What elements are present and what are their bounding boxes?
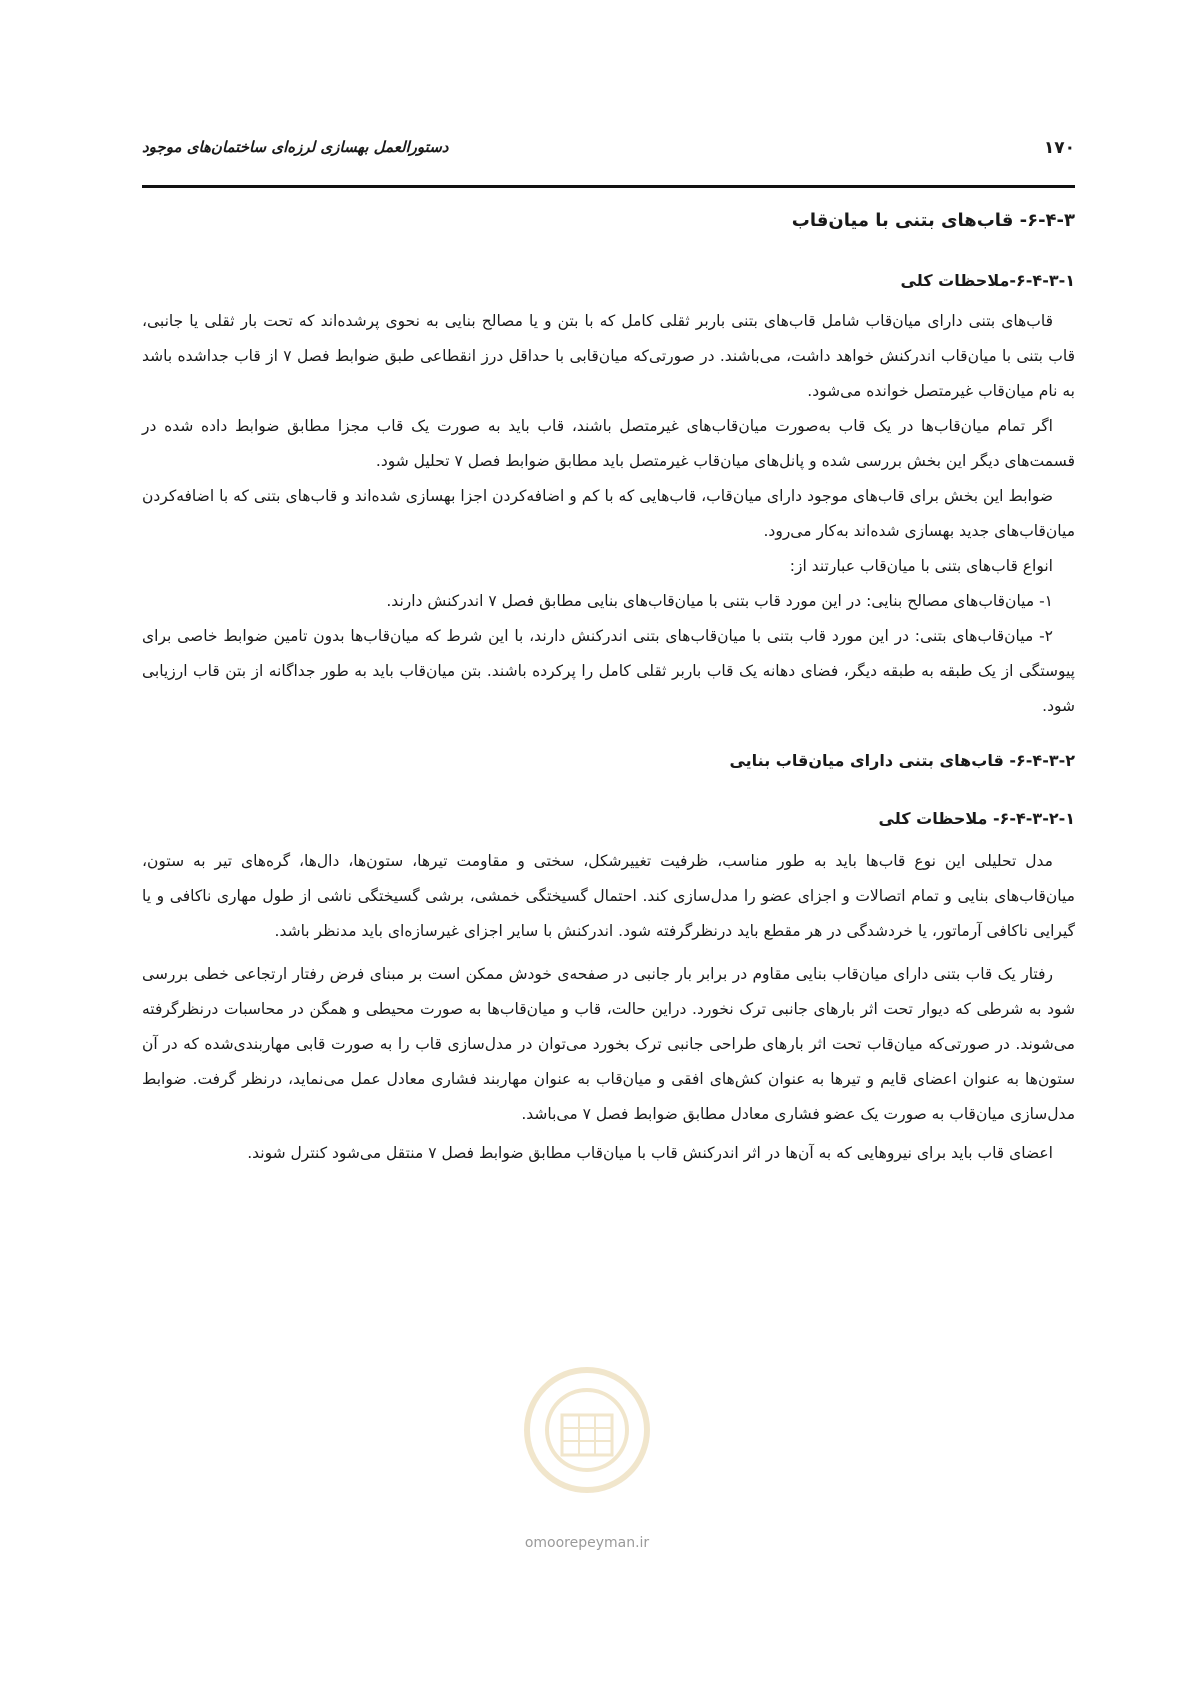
list-item: ۱- میان‌قاب‌های مصالح بنایی: در این مورد قاب بتنی با میان‌قاب‌های بنایی مطابق فصل ۷ اندرکنش دارند. [386, 592, 1053, 610]
paragraph: مدل تحلیلی این نوع قاب‌ها باید به طور مناسب، ظرفیت تغییرشکل، سختی و مقاومت تیرها، ستون‌ها، دال‌ها، گره‌های تیر به ستون، میان‌قاب‌های بنایی و تمام اتصالات و اجزای عضو را مدل‌سازی کند. احتمال گسیختگی خمشی، برشی گسیختگی ناشی از طول مهاری ناکافی و یا گیرایی ناکافی آرماتور، یا خردشدگی در هر مقطع باید درنظرگرفته شود. اندرکنش با سایر اجزای غیرسازه‌ای باید مدنظر باشد. [142, 852, 1075, 940]
page-header [142, 134, 1075, 164]
subsection-heading: ۶-۴-۳-۱-ملاحظات کلی [900, 271, 1075, 290]
watermark-logo [492, 1360, 682, 1510]
page-body [142, 192, 1075, 1171]
running-title: دستورالعمل بهسازی لرزه‌ای ساختمان‌های موجود [142, 138, 449, 156]
subsection-heading: ۶-۴-۳-۲- قاب‌های بتنی دارای میان‌قاب بنایی [729, 751, 1075, 770]
paragraph: رفتار یک قاب بتنی دارای میان‌قاب بنایی مقاوم در برابر بار جانبی در صفحه‌ی خودش ممکن است بر مبنای فرض رفتار ارتجاعی خطی بررسی شود به شرطی که دیوار تحت اثر بارهای جانبی ترک نخورد. دراین حالت، قاب و میان‌قاب‌ها به صورت محیطی و همگن در محاسبات درنظرگرفته می‌شوند. در صورتی‌که میان‌قاب تحت اثر بارهای طراحی جانبی ترک بخورد می‌توان در مدل‌سازی قاب را به صورت قابی مهاربندی‌شده که در آن ستون‌ها به عنوان اعضای قایم و تیرها به عنوان کش‌های افقی و میان‌قاب به عنوان مهاربند فشاری معادل عمل می‌نماید، درنظر گرفت. ضوابط مدل‌سازی میان‌قاب به صورت یک عضو فشاری معادل مطابق ضوابط فصل ۷ می‌باشد. [142, 965, 1075, 1123]
section-heading: ۶-۴-۳- قاب‌های بتنی با میان‌قاب [791, 210, 1075, 231]
watermark-site: omoorepeyman.ir [524, 1535, 650, 1551]
paragraph: اگر تمام میان‌قاب‌ها در یک قاب به‌صورت میان‌قاب‌های غیرمتصل باشند، قاب باید به صورت یک قاب مجزا مطابق ضوابط داده شده در قسمت‌های دیگر این بخش بررسی شده و پانل‌های میان‌قاب غیرمتصل باید مطابق ضوابط فصل ۷ تحلیل شود. [142, 417, 1075, 470]
paragraph: قاب‌های بتنی دارای میان‌قاب شامل قاب‌های بتنی باربر ثقلی کامل که با بتن و یا مصالح بنایی به نحوی پرشده‌اند که تحت بار ثقلی یا جانبی، قاب بتنی با میان‌قاب اندرکنش خواهد داشت، می‌باشند. در صورتی‌که میان‌قابی با حداقل درز انقطاعی طبق ضوابط فصل ۷ از قاب جداشده باشد به نام میان‌قاب غیرمتصل خوانده می‌شود. [142, 312, 1076, 400]
paragraph: انواع قاب‌های بتنی با میان‌قاب عبارتند از: [789, 557, 1053, 575]
list-item: ۲- میان‌قاب‌های بتنی: در این مورد قاب بتنی با میان‌قاب‌های بتنی اندرکنش دارند، با این شرط که میان‌قاب‌ها بدون تامین ضوابط خاصی برای پیوستگی از یک طبقه به طبقه دیگر، فضای دهانه یک قاب باربر ثقلی کامل را پرکرده باشند. بتن میان‌قاب باید به طور جداگانه از بتن قاب ارزیابی شود. [142, 627, 1075, 715]
subsection-heading: ۶-۴-۳-۲-۱- ملاحظات کلی [878, 809, 1075, 828]
paragraph: اعضای قاب باید برای نیروهایی که به آن‌ها در اثر اندرکنش قاب با میان‌قاب مطابق ضوابط فصل ۷ منتقل می‌شود کنترل شوند. [247, 1144, 1053, 1162]
paragraph: ضوابط این بخش برای قاب‌های موجود دارای میان‌قاب، قاب‌هایی که با کم و اضافه‌کردن اجزا بهسازی شده‌اند و قاب‌های بتنی که با اضافه‌کردن میان‌قاب‌های جدید بهسازی شده‌اند به‌کار می‌رود. [142, 487, 1075, 540]
page-number: ۱۷۰ [1043, 138, 1075, 158]
header-rule [142, 185, 1075, 188]
